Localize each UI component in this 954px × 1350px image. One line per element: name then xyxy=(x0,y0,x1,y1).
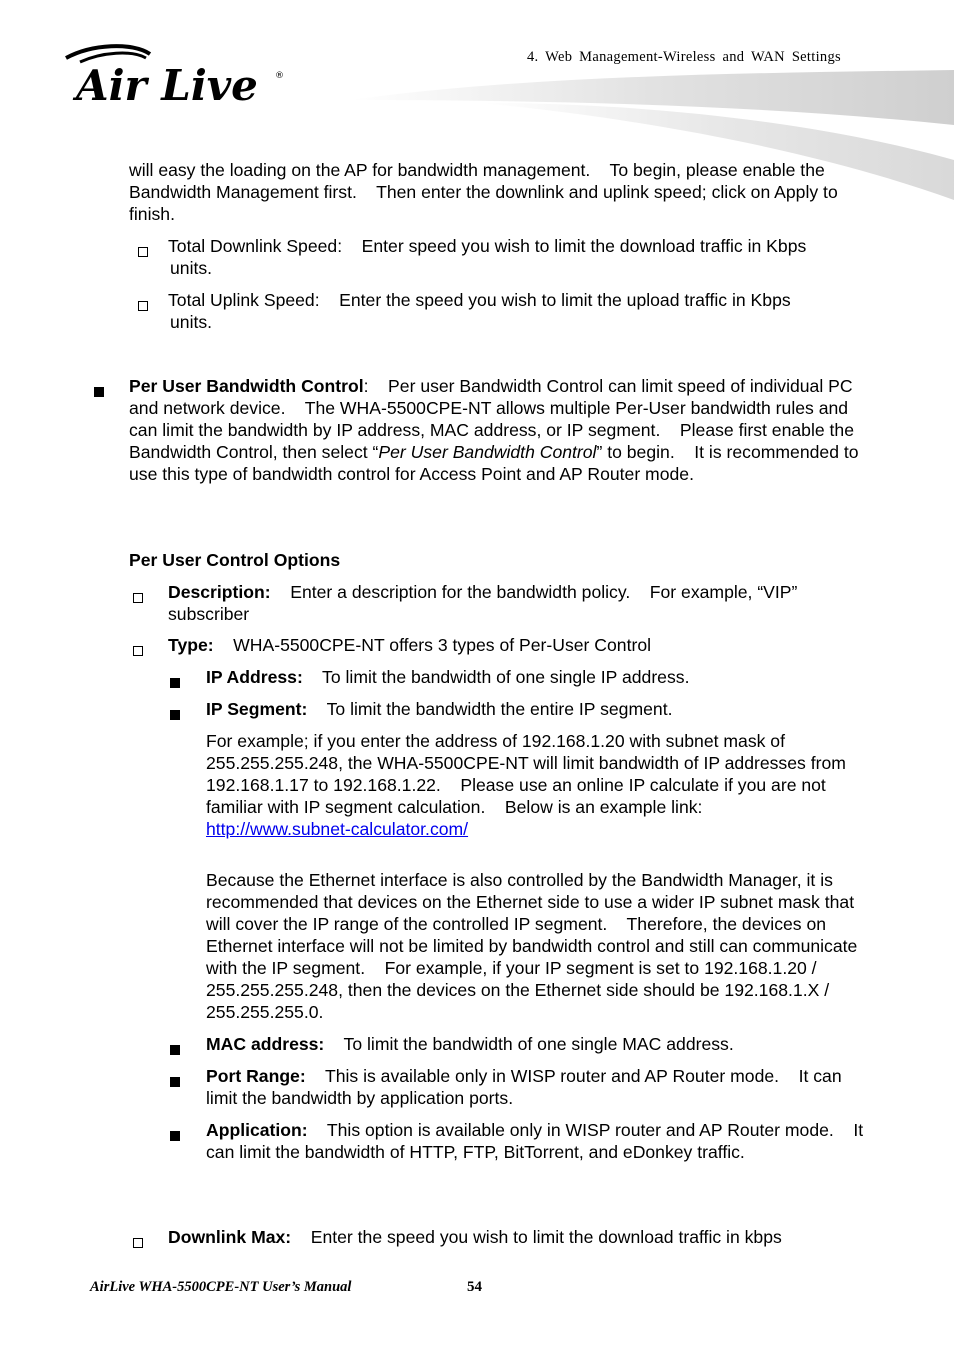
mac-address-option: MAC address: To limit the bandwidth of one single MAC address. xyxy=(206,1034,734,1054)
description-option: Description: Enter a description for the bandwidth policy. For example, “VIP” subscriber xyxy=(168,582,803,624)
intro-paragraph: will easy the loading on the AP for bandwidth management. To begin, please enable the Bandwidth Management first. Then enter the downlink and uplink speed; click on Apply to finish. xyxy=(129,160,843,224)
square-bullet-icon xyxy=(170,1038,180,1060)
airlive-logo xyxy=(62,40,287,110)
square-bullet-icon xyxy=(170,671,180,693)
checkbox-bullet-icon xyxy=(133,1231,143,1253)
checkbox-bullet-icon xyxy=(138,294,148,316)
manual-title: AirLive WHA-5500CPE-NT User’s Manual xyxy=(90,1279,352,1295)
per-user-heading: Per User Bandwidth Control xyxy=(129,376,364,396)
svg-text:®: ® xyxy=(275,71,284,81)
square-bullet-icon xyxy=(170,703,180,725)
square-bullet-icon xyxy=(170,1070,180,1092)
application-option: Application: This option is available only in WISP router and AP Router mode. It can limit the bandwidth of HTTP, FTP, BitTorrent, and eDonkey traffic. xyxy=(206,1120,869,1162)
uplink-speed-item-cont: units. xyxy=(170,312,213,332)
ethernet-note: Because the Ethernet interface is also controlled by the Bandwidth Manager, it is recommended that devices on the Ethernet side to use a wider IP subnet mask that will cover the IP range of the controlled IP segment. Therefore, the devices on Ethernet interface will not be limited by bandwidth control and still can communicate with the IP segment. For example, if your IP segment is set to 192.168.1.20 / 255.255.255.248, then the devices on the Ethernet side should be 192.168.1.X / 255.255.255.0. xyxy=(206,870,863,1022)
checkbox-bullet-icon xyxy=(138,240,148,262)
subnet-calculator-link[interactable]: http://www.subnet-calculator.com/ xyxy=(206,819,469,839)
downlink-max-option: Downlink Max: Enter the speed you wish to limit the download traffic in kbps xyxy=(168,1227,782,1247)
type-option: Type: WHA-5500CPE-NT offers 3 types of Per-User Control xyxy=(168,635,652,655)
uplink-speed-item: Total Uplink Speed: Enter the speed you wish to limit the upload traffic in Kbps xyxy=(168,290,791,310)
per-user-paragraph: Per User Bandwidth Control: Per user Bandwidth Control can limit speed of individual PC and network device. The WHA-5500CPE-NT allows multiple Per-User bandwidth rules and can limit the bandwidth by IP address, MAC address, or IP segment. Please first enable the Bandwidth Control, then select “Per User Bandwidth Control” to begin. It is recommended to use this type of bandwidth control for Access Point and AP Router mode. xyxy=(129,376,864,484)
ip-segment-example: For example; if you enter the address of 192.168.1.20 with subnet mask of 255.255.255.248, the WHA-5500CPE-NT will limit bandwidth of IP addresses from 192.168.1.17 to 192.168.1.22. Please use an online IP calculate if you are not familiar with IP segment calculation. Below is an example link: xyxy=(206,731,851,817)
downlink-speed-item: Total Downlink Speed: Enter speed you wish to limit the download traffic in Kbps xyxy=(168,236,807,256)
options-heading: Per User Control Options xyxy=(129,550,341,570)
square-bullet-icon xyxy=(94,380,104,402)
page-number: 54 xyxy=(467,1279,482,1295)
ip-address-option: IP Address: To limit the bandwidth of one single IP address. xyxy=(206,667,690,687)
ip-segment-option: IP Segment: To limit the bandwidth the entire IP segment. xyxy=(206,699,673,719)
checkbox-bullet-icon xyxy=(133,639,143,661)
downlink-speed-item-cont: units. xyxy=(170,258,213,278)
checkbox-bullet-icon xyxy=(133,586,143,608)
section-title: 4. Web Management-Wireless and WAN Settings xyxy=(527,49,841,65)
logo-text: Air Live xyxy=(76,61,258,110)
port-range-option: Port Range: This is available only in WISP router and AP Router mode. It can limit the bandwidth by application ports. xyxy=(206,1066,847,1108)
square-bullet-icon xyxy=(170,1124,180,1146)
